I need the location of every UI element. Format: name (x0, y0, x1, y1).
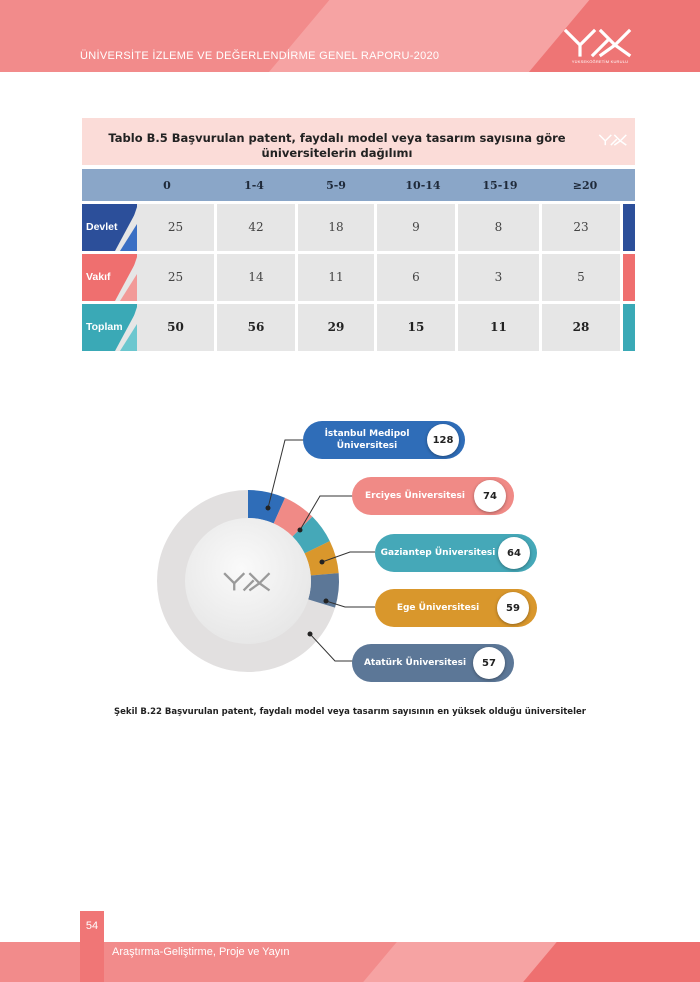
column-header: 10-14 (405, 179, 441, 192)
table-cell: 29 (298, 304, 374, 351)
callout-label: Atatürk Üniversitesi (363, 658, 467, 668)
table-cell: 56 (217, 304, 295, 351)
page-footer (0, 942, 700, 982)
logo-caption: YÜKSEKÖĞRETİM KURULU (571, 59, 629, 64)
table-cell: 50 (137, 304, 214, 351)
row-accent (623, 304, 635, 351)
row-label-text: Devlet (86, 221, 118, 233)
table-cell: 11 (458, 304, 539, 351)
callout-value: 59 (497, 592, 529, 624)
table-cell: 25 (137, 204, 214, 251)
row-accent (623, 204, 635, 251)
callout-label: İstanbul Medipol Üniversitesi (324, 429, 410, 451)
row-label-devlet (82, 204, 137, 251)
table-header-row (82, 169, 635, 201)
callout-label: Ege Üniversitesi (396, 603, 480, 613)
row-label-text: Toplam (86, 321, 123, 333)
table-cell: 5 (542, 254, 620, 301)
donut-center (185, 518, 311, 644)
table-row (82, 254, 635, 301)
callout-value: 57 (473, 647, 505, 679)
table-caption: Tablo B.5 Başvurulan patent, faydalı model veya tasarım sayısına göre üniversitelerin dağılımı (108, 131, 566, 160)
page-number: 54 (85, 920, 99, 932)
table-cell: 25 (137, 254, 214, 301)
report-title: ÜNİVERSİTE İZLEME VE DEĞERLENDİRME GENEL RAPORU-2020 (80, 50, 440, 62)
column-header: ≥20 (572, 179, 598, 192)
row-label-text: Vakıf (86, 271, 111, 283)
table-cell: 28 (542, 304, 620, 351)
section-title: Araştırma-Geliştirme, Proje ve Yayın (112, 946, 290, 958)
table-cell: 3 (458, 254, 539, 301)
table-cell: 23 (542, 204, 620, 251)
table-cell: 42 (217, 204, 295, 251)
column-header: 5-9 (326, 179, 346, 192)
table-row (82, 204, 635, 251)
column-header: 0 (163, 179, 171, 192)
table-row (82, 304, 635, 351)
figure-caption: Şekil B.22 Başvurulan patent, faydalı model veya tasarım sayısının en yüksek olduğu üniversiteler (114, 707, 586, 717)
yok-logo-icon (598, 132, 628, 148)
table-cell: 15 (377, 304, 455, 351)
column-header: 1-4 (244, 179, 264, 192)
callout-ege (375, 589, 537, 627)
callout-value: 74 (474, 480, 506, 512)
table-cell: 9 (377, 204, 455, 251)
callout-label: Erciyes Üniversitesi (365, 491, 465, 501)
callout-erciyes (352, 477, 514, 515)
callout-label: Gaziantep Üniversitesi (380, 548, 496, 558)
table-cell: 14 (217, 254, 295, 301)
row-label-vakif (82, 254, 137, 301)
table-cell: 6 (377, 254, 455, 301)
callout-medipol (303, 421, 465, 459)
column-header: 15-19 (482, 179, 518, 192)
row-label-toplam (82, 304, 137, 351)
table-cell: 8 (458, 204, 539, 251)
callout-value: 64 (498, 537, 530, 569)
callout-value: 128 (427, 424, 459, 456)
row-accent (623, 254, 635, 301)
callout-gaziantep (375, 534, 537, 572)
callout-ataturk (352, 644, 514, 682)
table-cell: 18 (298, 204, 374, 251)
table-cell: 11 (298, 254, 374, 301)
yok-logo-icon (563, 28, 633, 58)
table-caption-box (82, 118, 635, 165)
